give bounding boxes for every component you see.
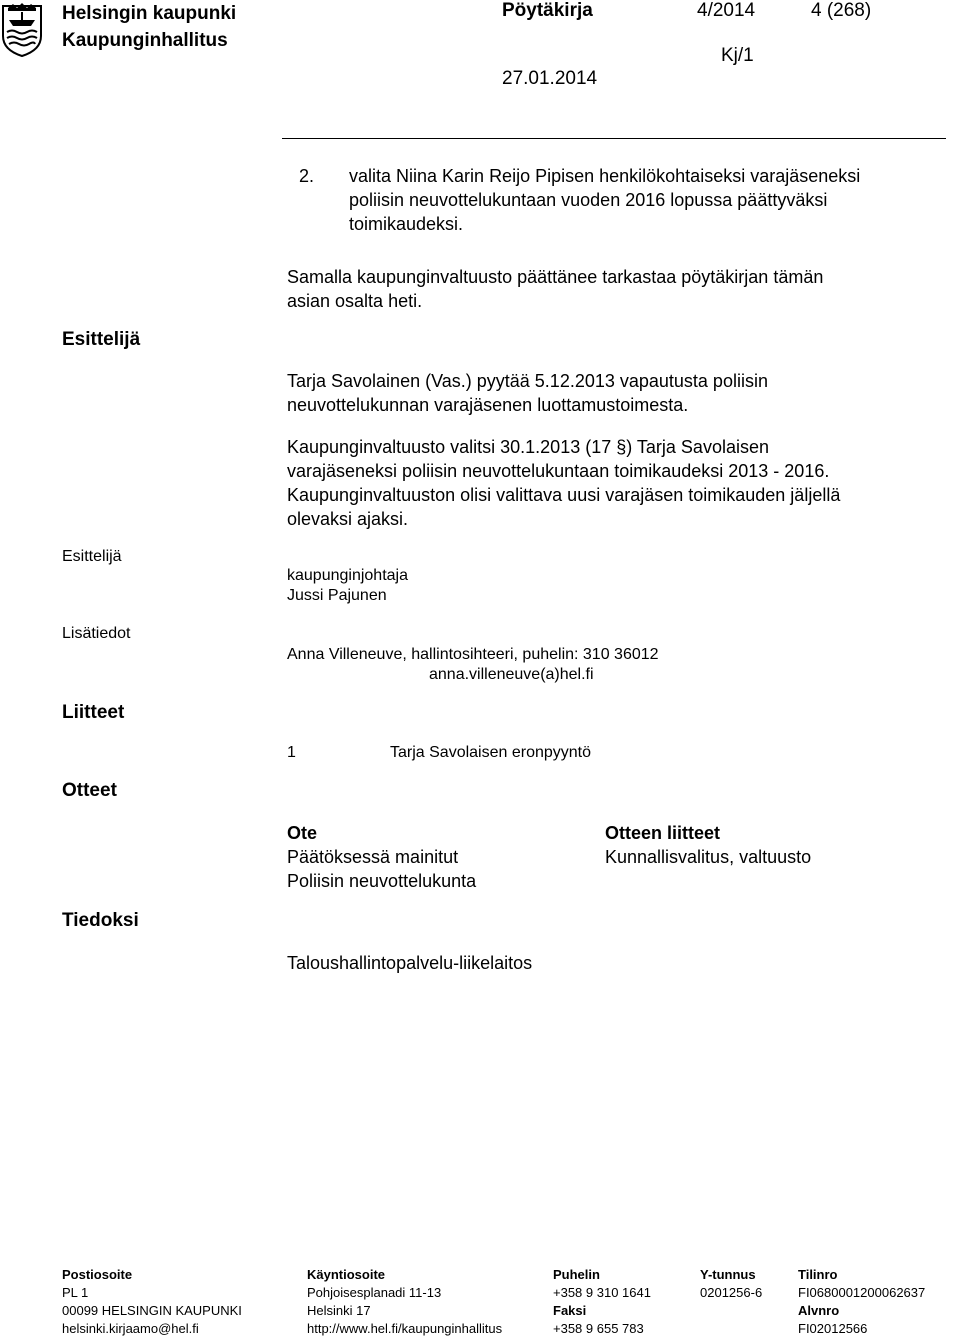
presenter-block: [287, 566, 408, 606]
contact-email: anna.villeneuve(a)hel.fi: [429, 666, 594, 683]
extracts-col1-header: Ote: [287, 823, 318, 843]
extracts-col2-row: Kunnallisvalitus, valtuusto: [605, 847, 812, 867]
extracts-column-1: [287, 821, 476, 893]
meeting-date: 27.01.2014: [502, 68, 598, 89]
for-information-recipient: Taloushallintopalvelu-liikelaitos: [287, 953, 533, 973]
extracts-col1-row: Poliisin neuvottelukunta: [287, 871, 477, 891]
label-otteet: Otteet: [62, 780, 117, 801]
presenter-title: kaupunginjohtaja: [287, 567, 408, 584]
presentation-paragraph-1: Tarja Savolainen (Vas.) pyytää 5.12.2013 vapautusta poliisin neuvottelukunnan varajäsenen luottamustoimesta.: [287, 371, 768, 415]
document-number: 4/2014: [697, 0, 756, 21]
decision-item-text: valita Niina Karin Reijo Pipisen henkilökohtaiseksi varajäseneksi poliisin neuvottelukuntaan vuoden 2016 lopussa päättyväksi toimikaudeksi.: [349, 166, 861, 234]
organization-name: [62, 0, 236, 54]
label-esittelija-heading: Esittelijä: [62, 329, 141, 350]
org-line-2: Kaupunginhallitus: [62, 30, 228, 51]
org-line-1: Helsingin kaupunki: [62, 3, 237, 24]
label-lisatiedot: Lisätiedot: [62, 625, 131, 642]
extracts-column-2: [605, 821, 811, 869]
footer-visiting-address: Käyntiosoite Pohjoisesplanadi 11-13 Helsinki 17 http://www.hel.fi/kaupunginhallitus: [307, 1267, 503, 1336]
page-number: 4 (268): [811, 0, 872, 21]
footer-business-id: Y-tunnus 0201256-6: [700, 1267, 763, 1300]
label-esittelija: Esittelijä: [62, 548, 122, 565]
document-type: Pöytäkirja: [502, 0, 593, 21]
extracts-col2-header: Otteen liitteet: [605, 823, 721, 843]
helsinki-crest-logo: [0, 2, 44, 58]
case-id: Kj/1: [721, 45, 754, 66]
contact-line: Anna Villeneuve, hallintosihteeri, puhelin: 310 36012: [287, 646, 659, 663]
footer-phone-fax: Puhelin +358 9 310 1641 Faksi +358 9 655 783: [553, 1267, 651, 1336]
attachment-title: Tarja Savolaisen eronpyyntö: [390, 744, 592, 761]
label-liitteet: Liitteet: [62, 702, 125, 723]
attachment-number: 1: [287, 744, 296, 761]
footer-account-vat: Tilinro FI0680001200062637 Alvnro FI02012566: [798, 1267, 926, 1336]
header-divider: [282, 138, 946, 139]
extracts-col1-row: Päätöksessä mainitut: [287, 847, 459, 867]
footer-postal-address: Postiosoite PL 1 00099 HELSINGIN KAUPUNKI helsinki.kirjaamo@hel.fi: [62, 1267, 242, 1336]
decision-item-number: 2.: [299, 166, 315, 186]
presenter-name: Jussi Pajunen: [287, 587, 387, 604]
label-tiedoksi: Tiedoksi: [62, 910, 139, 931]
decision-note: Samalla kaupunginvaltuusto päättänee tarkastaa pöytäkirjan tämän asian osalta heti.: [287, 267, 824, 311]
presentation-paragraph-2: Kaupunginvaltuusto valitsi 30.1.2013 (17 §) Tarja Savolaisen varajäseneksi poliisin neuvottelukuntaan toimikaudeksi 2013 - 2016. Kaupunginvaltuuston olisi valittava uusi varajäsen toimikauden jäljellä olevaksi ajaksi.: [287, 437, 841, 529]
